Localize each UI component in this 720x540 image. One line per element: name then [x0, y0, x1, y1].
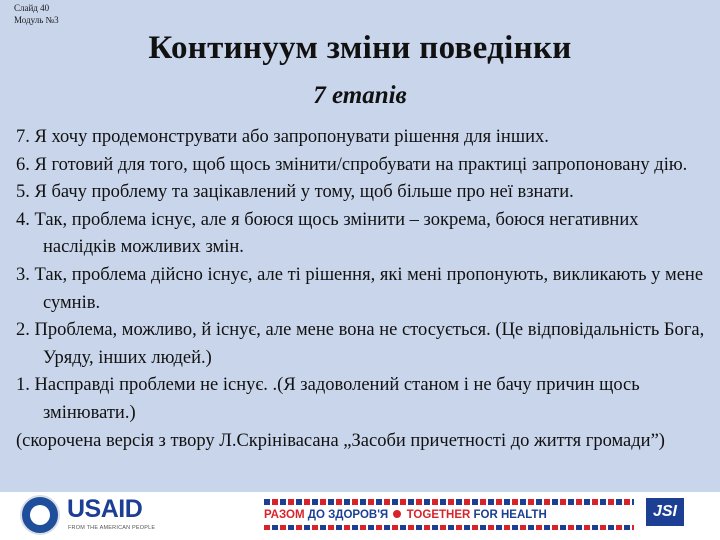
- stages-list: [16, 124, 710, 455]
- slogan-part3: TOGETHER: [406, 509, 471, 521]
- list-item: 6. Я готовий для того, щоб щось змінити/спробувати на практиці запропоновану дію.: [16, 154, 688, 175]
- decorative-stripe-top: [264, 499, 634, 505]
- usaid-logo: USAID: [67, 495, 143, 523]
- usaid-seal-icon: [20, 495, 60, 535]
- usaid-tagline: FROM THE AMERICAN PEOPLE: [68, 525, 156, 531]
- list-item: 2. Проблема, можливо, й існує, але мене вона не стосується. (Це відповідальність Бога, Уряду, інших людей.): [16, 320, 705, 368]
- slide-meta: [14, 2, 59, 26]
- list-item: 3. Так, проблема дійсно існує, але ті рішення, які мені пропонують, викликають у мене сумнів.: [16, 264, 704, 313]
- slogan: [264, 509, 547, 521]
- module-label: Модуль №3: [14, 15, 59, 25]
- heart-dot-icon: [393, 510, 401, 518]
- slogan-part1: РАЗОМ: [264, 509, 305, 521]
- jsi-logo: JSI: [646, 498, 684, 526]
- decorative-stripe-bottom: [264, 525, 634, 530]
- list-item: 4. Так, проблема існує, але я боюся щось змінити – зокрема, боюся негативних наслідків можливих змін.: [16, 209, 639, 258]
- footer-logos: [0, 492, 720, 540]
- page-title: Континуум зміни поведінки: [148, 30, 572, 66]
- source-note: (скорочена версія з твору Л.Скрінівасана „Засоби причетності до життя громади”): [16, 430, 665, 451]
- list-item: 5. Я бачу проблему та зацікавлений у тому, щоб більше про неї взнати.: [16, 182, 574, 203]
- slogan-part4: FOR HEALTH: [473, 509, 547, 521]
- list-item: 1. Насправді проблеми не існує. .(Я задоволений станом і не бачу причин щось змінювати.): [16, 375, 640, 423]
- slogan-part2: ДО ЗДОРОВ'Я: [307, 509, 389, 521]
- list-item: 7. Я хочу продемонструвати або запропонувати рішення для інших.: [16, 127, 549, 147]
- page-subtitle: 7 етапів: [313, 82, 407, 109]
- slide-number: Слайд 40: [14, 3, 50, 13]
